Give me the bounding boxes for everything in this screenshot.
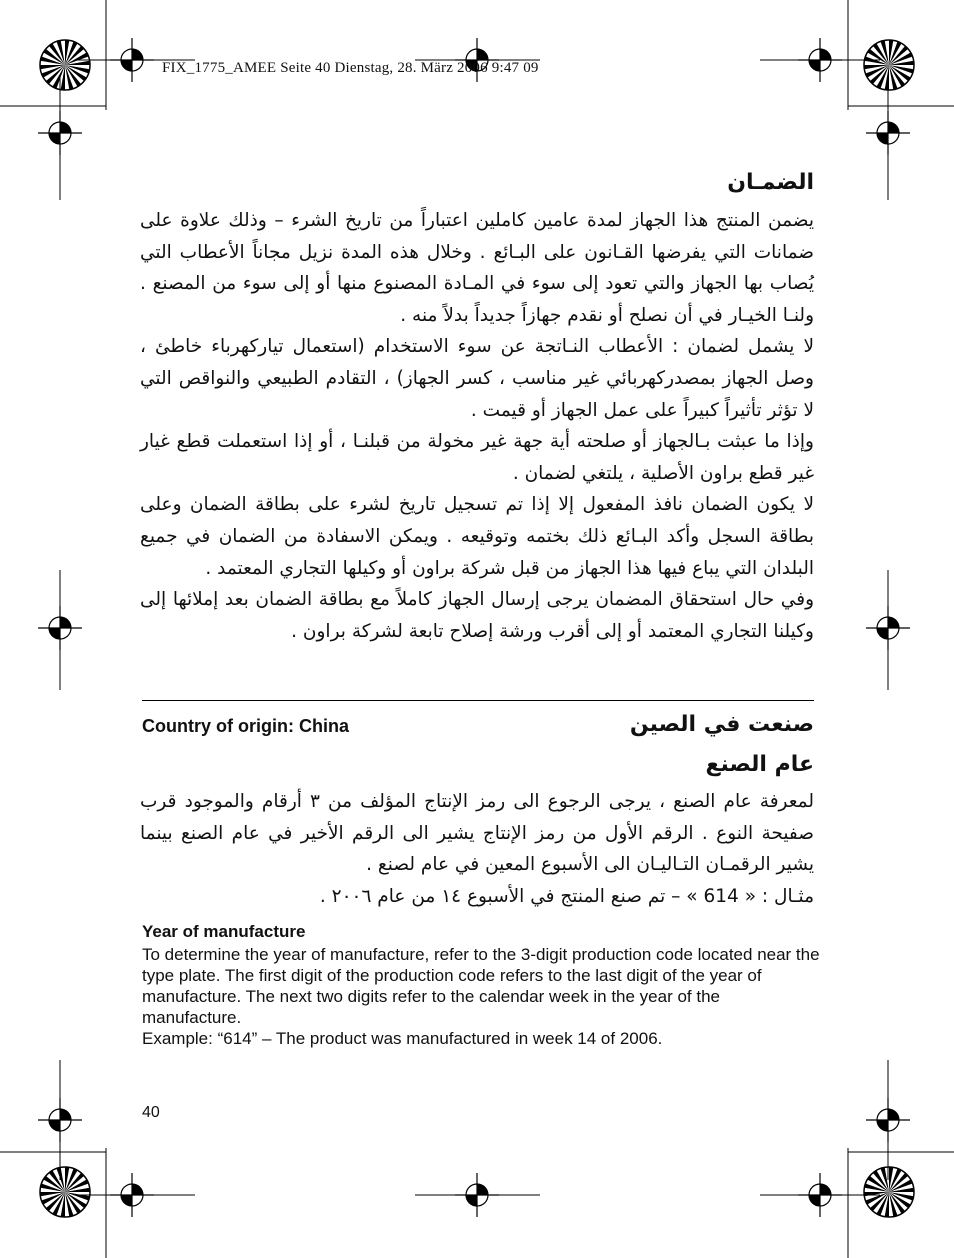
guarantee-paragraph: وفي حال استحقاق المضمان يرجى إرسال الجهاز كاملاً مع بطاقة الضمان بعد إملائها إلى وكيلنا التجاري المعتمد أو إلى أقرب ورشة إصلاح تابعة لشركة براون .	[140, 589, 814, 642]
guarantee-title: الضمـان	[727, 170, 814, 195]
year-body-en	[142, 944, 822, 1049]
section-divider	[142, 700, 814, 701]
registration-cross-icon	[110, 38, 154, 82]
print-header: FIX_1775_AMEE Seite 40 Dienstag, 28. März 2006 9:47 09	[162, 60, 539, 76]
year-paragraph-en: To determine the year of manufacture, refer to the 3-digit production code located near the type plate. The first digit of the production code refers to the last digit of the year of manufacture. The next two digits refer to the calendar week in the year of the manufacture.	[142, 945, 820, 1027]
year-title-en: Year of manufacture	[142, 922, 306, 941]
registration-cross-icon	[38, 111, 82, 155]
registration-cross-icon	[866, 111, 910, 155]
guarantee-body	[140, 205, 814, 647]
registration-star-icon	[864, 40, 914, 90]
page-number: 40	[142, 1104, 160, 1121]
registration-cross-icon	[798, 1173, 842, 1217]
registration-star-icon	[40, 1167, 90, 1217]
year-paragraph-ar: لمعرفة عام الصنع ، يرجى الرجوع الى رمز الإنتاج المؤلف من ٣ أرقام والموجود قرب صفيحة النوع . الرقم الأول من رمز الإنتاج يشير الى الرقم الأخير في عام الصنع بينما يشير الرقمـان التـاليـان الى الأسبوع المعين في عام لصنع .	[140, 791, 815, 876]
registration-cross-icon	[38, 606, 82, 650]
year-body-ar	[140, 786, 814, 912]
guarantee-paragraph: لا يكون الضمان نافذ المفعول إلا إذا تم تسجيل تاريخ لشرء على بطاقة الضمان وعلى بطاقة السجل وأكد البـائع ذلك بختمه وتوقيعه . ويمكن الاسفادة من الضمان في جميع البلدان التي يباع فيها هذا الجهاز من قبل شركة براون أو وكيلها التجاري المعتمد .	[140, 494, 814, 579]
registration-cross-icon	[866, 1098, 910, 1142]
guarantee-paragraph: لا يشمل لضمان : الأعطاب النـاتجة عن سوء الاستخدام (استعمال تياركهرباء خاطئ ، وصل الجهاز بمصدركهربائي غير مناسب ، كسر الجهاز) ، التقادم الطبيعي والنواقص التي لا تؤثر تأثيراً كبيراً على عمل الجهاز أو قيمت .	[140, 336, 814, 421]
country-of-origin-en: Country of origin: China	[142, 716, 349, 736]
guarantee-paragraph: وإذا ما عبثت بـالجهاز أو صلحته أية جهة غير مخولة من قبلنـا ، أو إذا استعملت قطع غيار غير قطع براون الأصلية ، يلتغي لضمان .	[140, 431, 814, 484]
registration-cross-icon	[110, 1173, 154, 1217]
year-example-ar: مثـال : « 614 » – تم صنع المنتج في الأسبوع ١٤ من عام ٢٠٠٦ .	[319, 885, 814, 907]
year-title-ar: عام الصنع	[705, 752, 814, 777]
registration-star-icon	[864, 1167, 914, 1217]
guarantee-paragraph: يضمن المنتج هذا الجهاز لمدة عامين كاملين اعتباراً من تاريخ الشرء – وذلك علاوة على ضمانات التي يفرضها القـانون على البـائع . وخلال هذه المدة نزيل مجاناً الأعطاب التي يُصاب بها الجهاز والتي تعود إلى سوء في المـادة المصنوع منها أو إلى سوء من المصنع . ولنـا الخيـار في أن نصلح أو نقدم جهازاً جديداً بدلاً منه .	[140, 210, 814, 326]
registration-cross-icon	[455, 1173, 499, 1217]
registration-star-icon	[40, 40, 90, 90]
year-example-en: Example: “614” – The product was manufactured in week 14 of 2006.	[142, 1029, 663, 1048]
country-of-origin-ar: صنعت في الصين	[629, 712, 814, 737]
registration-cross-icon	[798, 38, 842, 82]
registration-cross-icon	[38, 1098, 82, 1142]
registration-cross-icon	[866, 606, 910, 650]
